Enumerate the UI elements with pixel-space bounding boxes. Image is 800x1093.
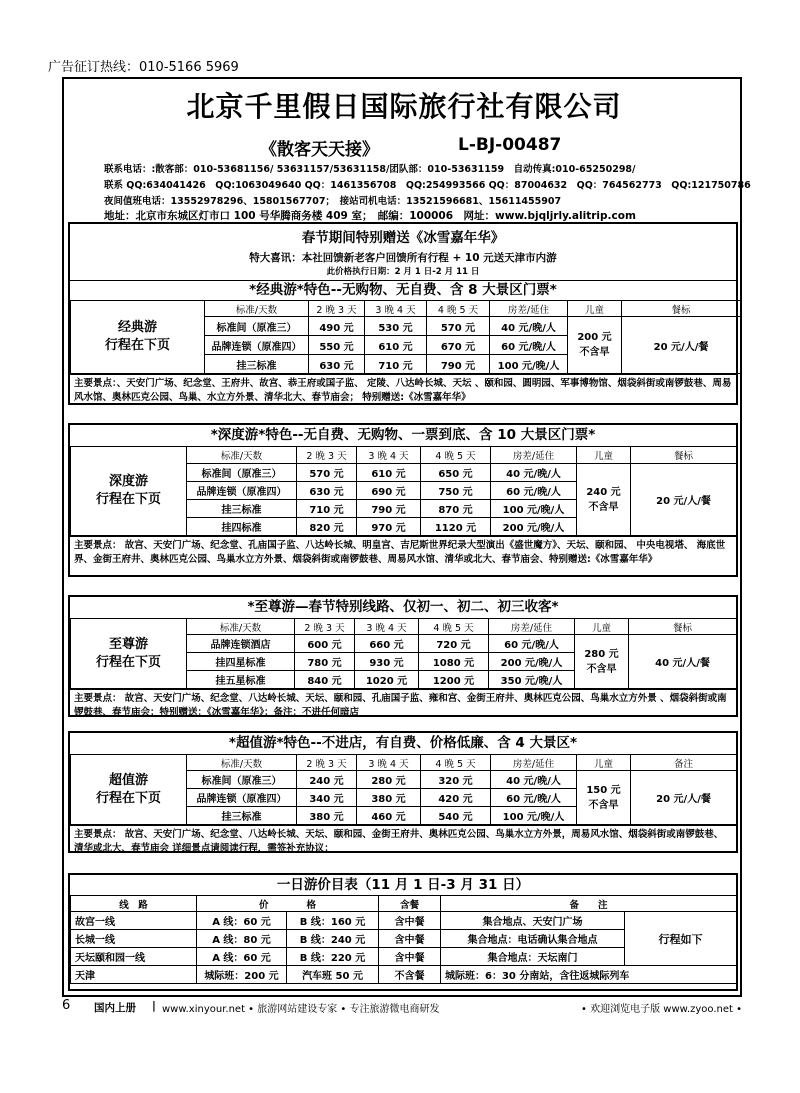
header-cell: 线 路 — [71, 896, 197, 912]
table-cell: 集合地点：电话确认集合地点 — [441, 930, 625, 948]
header-cell: 标准/天数 — [187, 447, 297, 464]
header-cell: 标准/天数 — [205, 301, 309, 317]
table-cell: 750 元 — [421, 482, 491, 500]
table-cell: 挂三标准 — [187, 500, 297, 518]
table-cell: 930 元 — [355, 653, 419, 671]
tour-title: *超值游*特色--不进店，有自费、价格低廉、含 4 大景区* — [228, 735, 578, 751]
ad-hotline: 广告征订热线：010-5166 5969 — [48, 60, 239, 75]
header-cell: 3 晚 4 天 — [355, 619, 419, 635]
table-cell: 城际班：200 元 — [197, 966, 287, 984]
table-cell: 60 元/晚/人 — [489, 635, 575, 653]
table-cell: 200 元/晚/人 — [489, 653, 575, 671]
attractions-note: 主要景点： 故宫、天安门广场、纪念堂、孔庙国子监、八达岭长城、明皇宫、吉尼斯世界纪录大型演出《盛世魔方》、天坛、颐和园、 中央电视塔、 海底世界、金街王府井、奥林匹克公园、鸟巢水立方外景、烟袋斜街或南锣鼓巷、周易风水馆、清华或北大、春节庙会、特别赠送:《冰雪嘉年华》 — [70, 536, 736, 569]
table-cell: 品牌连锁（原准四） — [187, 789, 297, 807]
itinerary-note: 行程如下 — [625, 912, 737, 966]
header-cell: 备注 — [631, 755, 737, 771]
table-cell: 故宫一线 — [71, 912, 197, 930]
tour-name-cell: 深度游 行程在下页 — [71, 447, 187, 536]
table-cell: 710 元 — [297, 500, 357, 518]
table-cell: 挂四标准 — [187, 518, 297, 536]
table-cell: 610 元 — [357, 464, 421, 482]
table-cell: 1120 元 — [421, 518, 491, 536]
oneday-box — [68, 873, 738, 991]
price-table — [70, 754, 737, 825]
header-cell: 标准/天数 — [187, 755, 297, 771]
header-cell: 4 晚 5 天 — [427, 301, 490, 317]
footer-right-text: • 欢迎浏览电子版 www.zyoo.net • — [581, 1004, 742, 1015]
table-cell: B 线：240 元 — [287, 930, 379, 948]
tour-title: *至尊游—春节特别线路、仅初一、初二、初三收客* — [247, 599, 559, 615]
table-cell: 540 元 — [421, 807, 491, 825]
price-table — [70, 446, 737, 536]
header-cell: 儿童 — [568, 301, 622, 317]
table-cell: 标准间（原准三） — [187, 771, 297, 789]
header-cell: 备 注 — [441, 896, 737, 912]
table-cell: 40 元/晚/人 — [491, 464, 577, 482]
table-cell: 含中餐 — [379, 948, 441, 966]
header-cell: 房差/延住 — [491, 755, 577, 771]
table-cell: 870 元 — [421, 500, 491, 518]
table-cell: 200 元/晚/人 — [491, 518, 577, 536]
tour-name-cell: 经典游 行程在下页 — [71, 301, 205, 374]
table-cell: 710 元 — [365, 355, 427, 374]
table-cell: 天坛颐和园一线 — [71, 948, 197, 966]
contact-phone: 联系电话：:散客部：010-53681156/ 53631157/53631158/团队部：010-53631159 自动传真:010-65250298/ — [104, 164, 636, 175]
table-cell: 840 元 — [295, 671, 355, 689]
table-cell: 650 元 — [421, 464, 491, 482]
footer-center-text: www.xinyour.net • 旅游网站建设专家 • 专注旅游微电商研发 — [162, 1004, 440, 1015]
table-cell: 长城一线 — [71, 930, 197, 948]
promo-dates: 此价格执行日期：2 月 1 日-2 月 11 日 — [326, 267, 480, 277]
child-price: 240 元 不含早 — [577, 464, 631, 536]
table-cell: 630 元 — [297, 482, 357, 500]
table-cell: 挂三标准 — [187, 807, 297, 825]
tour-name-cell: 至尊游 行程在下页 — [71, 619, 187, 689]
table-cell: 标准间（原准三） — [187, 464, 297, 482]
header-cell: 儿童 — [577, 755, 631, 771]
tour-box-classic — [68, 222, 738, 405]
table-cell: 570 元 — [297, 464, 357, 482]
oneday-table — [70, 895, 737, 984]
meal-price: 20 元/人/餐 — [622, 317, 741, 374]
header-cell: 儿童 — [577, 447, 631, 464]
contact-address: 地址：北京市东城区灯市口 100 号华腾商务楼 409 室； 邮编：100006 网址：www.bjqljrly.alitrip.com — [104, 210, 636, 222]
tour-title: *经典游*特色--无购物、无自费、含 8 大景区门票* — [70, 280, 736, 300]
table-cell: 40 元/晚/人 — [490, 317, 568, 336]
table-cell: 790 元 — [357, 500, 421, 518]
table-cell: 天津 — [71, 966, 197, 984]
table-cell: 汽车班 50 元 — [287, 966, 379, 984]
table-cell: 含中餐 — [379, 930, 441, 948]
table-cell: 970 元 — [357, 518, 421, 536]
footer-divider: | — [152, 1000, 156, 1012]
header-cell: 4 晚 5 天 — [421, 447, 491, 464]
license-number: L-BJ-00487 — [458, 135, 562, 155]
table-cell: 380 元 — [357, 789, 421, 807]
table-cell: 集合地点、天安门广场 — [441, 912, 625, 930]
table-cell: 城际班：6：30 分南站，含往返城际列车 — [441, 966, 737, 984]
table-cell: 品牌连锁（原准四） — [205, 336, 309, 355]
header-cell: 3 晚 4 天 — [365, 301, 427, 317]
table-cell: 不含餐 — [379, 966, 441, 984]
table-cell: 品牌连锁（原准四） — [187, 482, 297, 500]
table-cell: 40 元/晚/人 — [491, 771, 577, 789]
header-cell: 房差/延住 — [491, 447, 577, 464]
header-cell: 含餐 — [379, 896, 441, 912]
table-cell: B 线：220 元 — [287, 948, 379, 966]
table-cell: 820 元 — [297, 518, 357, 536]
table-cell: 530 元 — [365, 317, 427, 336]
table-cell: 60 元/晚/人 — [491, 482, 577, 500]
table-cell: 240 元 — [297, 771, 357, 789]
tour-box-value — [68, 731, 738, 853]
header-cell: 房差/延住 — [490, 301, 568, 317]
table-cell: 600 元 — [295, 635, 355, 653]
header-cell: 餐标 — [631, 447, 737, 464]
child-price: 150 元 不含早 — [577, 771, 631, 825]
page-number: 6 — [62, 998, 71, 1013]
table-cell: 610 元 — [365, 336, 427, 355]
table-cell: 460 元 — [357, 807, 421, 825]
table-cell: 670 元 — [427, 336, 490, 355]
subtitle: 《散客天天接》 — [260, 140, 379, 160]
table-cell: 1200 元 — [419, 671, 489, 689]
table-cell: 550 元 — [309, 336, 365, 355]
table-cell: 集合地点：天坛南门 — [441, 948, 625, 966]
attractions-note: 主要景点： 故宫、天安门广场、纪念堂、八达岭长城、天坛、颐和园、孔庙国子监、雍和宫、金街王府井、奥林匹克公园、鸟巢水立方外景 、烟袋斜街或南锣鼓巷、春节庙会；特别赠送：《冰雪嘉年华》；备注：不进任何暗店 — [70, 689, 736, 722]
header-cell: 价 格 — [197, 896, 379, 912]
meal-price: 20 元/人/餐 — [631, 771, 737, 825]
price-table — [70, 618, 737, 689]
table-cell: 60 元/晚/人 — [491, 789, 577, 807]
attractions-note: 主要景点：、天安门广场、纪念堂、王府井、故宫、恭王府或国子监、 定陵、八达岭长城、天坛 、颐和园、圆明园、军事博物馆、烟袋斜街或南锣鼓巷、周易风水馆、奥林匹克公园、鸟巢、水立方外景、清华北大、春节庙会； 特别赠送:《冰雪嘉年华》 — [70, 374, 736, 407]
table-cell: 1020 元 — [355, 671, 419, 689]
table-cell: 60 元/晚/人 — [490, 336, 568, 355]
table-cell: 100 元/晚/人 — [491, 500, 577, 518]
table-cell: 挂五星标准 — [187, 671, 295, 689]
table-cell: A 线：60 元 — [197, 948, 287, 966]
tour-name-cell: 超值游 行程在下页 — [71, 755, 187, 825]
table-cell: A 线：80 元 — [197, 930, 287, 948]
section-name: 国内上册 — [94, 1002, 136, 1014]
contact-qq: 联系 QQ:634041426 QQ:1063049640 QQ：1461356708 QQ:254993566 QQ：87004632 QQ：764562773 QQ:121750786 — [104, 180, 751, 191]
tour-title: *深度游*特色--无自费、无购物、一票到底、含 10 大景区门票* — [210, 427, 596, 443]
promo-title: 春节期间特别赠送《冰雪嘉年华》 — [301, 230, 505, 246]
table-cell: 挂四星标准 — [187, 653, 295, 671]
child-price: 200 元 不含早 — [568, 317, 622, 374]
table-cell: 420 元 — [421, 789, 491, 807]
table-cell: 380 元 — [297, 807, 357, 825]
header-cell: 3 晚 4 天 — [357, 755, 421, 771]
table-cell: 340 元 — [297, 789, 357, 807]
header-cell: 餐标 — [622, 301, 741, 317]
header-cell: 儿童 — [575, 619, 629, 635]
header-cell: 2 晚 3 天 — [309, 301, 365, 317]
price-table — [70, 300, 741, 374]
header-cell: 标准/天数 — [187, 619, 295, 635]
header-cell: 房差/延住 — [489, 619, 575, 635]
table-cell: 720 元 — [419, 635, 489, 653]
table-cell: 490 元 — [309, 317, 365, 336]
header-cell: 餐标 — [629, 619, 737, 635]
header-cell: 4 晚 5 天 — [419, 619, 489, 635]
table-cell: 780 元 — [295, 653, 355, 671]
table-cell: 挂三标准 — [205, 355, 309, 374]
table-cell: 790 元 — [427, 355, 490, 374]
page-frame — [62, 77, 751, 997]
page-footer — [62, 997, 742, 1017]
oneday-title: 一日游价目表（11 月 1 日-3 月 31 日） — [276, 877, 530, 893]
table-cell: 280 元 — [357, 771, 421, 789]
table-cell: 350 元/晚/人 — [489, 671, 575, 689]
table-cell: 100 元/晚/人 — [490, 355, 568, 374]
table-cell: B 线：160 元 — [287, 912, 379, 930]
table-cell: 标准间（原准三） — [205, 317, 309, 336]
header-cell: 4 晚 5 天 — [421, 755, 491, 771]
promo-line: 特大喜讯：本社回馈新老客户回馈所有行程 + 10 元送天津市内游 — [249, 252, 557, 264]
table-cell: 690 元 — [357, 482, 421, 500]
table-cell: 660 元 — [355, 635, 419, 653]
header-cell: 3 晚 4 天 — [357, 447, 421, 464]
table-cell: 1080 元 — [419, 653, 489, 671]
table-cell: A 线：60 元 — [197, 912, 287, 930]
header-cell: 2 晚 3 天 — [297, 755, 357, 771]
table-cell: 含中餐 — [379, 912, 441, 930]
table-cell: 100 元/晚/人 — [491, 807, 577, 825]
tour-box-premium — [68, 595, 738, 717]
header-cell: 2 晚 3 天 — [295, 619, 355, 635]
meal-price: 20 元/人/餐 — [631, 464, 737, 536]
company-name: 北京千里假日国际旅行社有限公司 — [186, 90, 622, 123]
table-cell: 品牌连锁酒店 — [187, 635, 295, 653]
child-price: 280 元 不含早 — [575, 635, 629, 689]
attractions-note: 主要景点： 故宫、天安门广场、纪念堂、八达岭长城、天坛、颐和园、金街王府井、奥林匹克公园、鸟巢水立方外景，周易风水馆、烟袋斜街或南锣鼓巷、清华或北大、春节庙会 详细景点请阅读行程，需签补充协议； — [70, 825, 736, 858]
table-cell: 570 元 — [427, 317, 490, 336]
meal-price: 40 元/人/餐 — [629, 635, 737, 689]
tour-box-deep — [68, 423, 738, 577]
contact-night: 夜间值班电话：13552978296、15801567707； 接站司机电话：13521596681、15611455907 — [104, 196, 562, 207]
table-cell: 630 元 — [309, 355, 365, 374]
header-cell: 2 晚 3 天 — [297, 447, 357, 464]
table-cell: 320 元 — [421, 771, 491, 789]
